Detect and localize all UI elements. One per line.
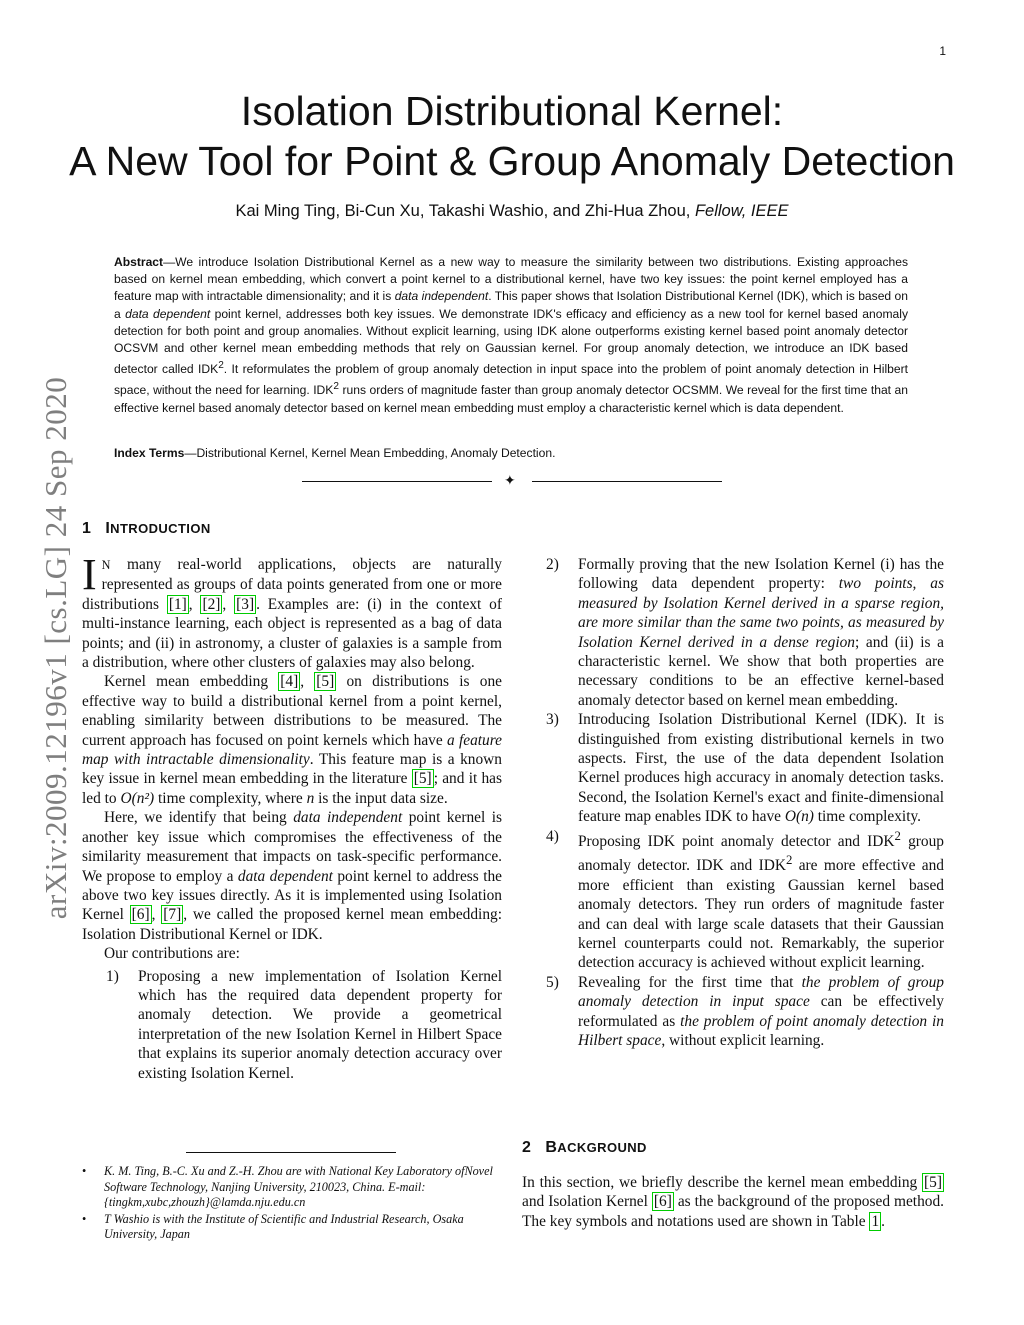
author-names: Kai Ming Ting, Bi-Cun Xu, Takashi Washio, and Zhi-Hua Zhou, xyxy=(235,202,691,220)
math-expression: O(n²) xyxy=(120,789,155,807)
citation-link[interactable]: [6] xyxy=(131,906,150,924)
citation-link[interactable]: [5] xyxy=(413,770,432,788)
citation-link[interactable]: [4] xyxy=(280,673,299,691)
list-marker: 5) xyxy=(546,973,559,991)
footnote-text: K. M. Ting, B.-C. Xu and Z.-H. Zhou are with National Key Laboratory ofNovel Software Technology, Nanjing University, 210023, China. E-mail: {tingkm,xubc,zhouzh}@lamda.nju.edu.cn xyxy=(104,1164,493,1209)
paragraph-text: is the input data size. xyxy=(314,789,448,807)
separator-diamond-icon: ✦ xyxy=(504,474,516,489)
contribution-text: Proposing a new implementation of Isolation Kernel which has the required data dependent property for anomaly detection. We provide a geometrical interpretation of the new Isolation Kernel in Hilbert Space that explains its superior anomaly detection accuracy over existing Isolation Kernel. xyxy=(138,967,502,1082)
superscript: 2 xyxy=(785,853,793,868)
intro-paragraph-3 xyxy=(82,808,502,944)
background-paragraph xyxy=(522,1173,944,1231)
paragraph-text: point kernel is another key issue which compromises the effectiveness of the similarity measurement that impacts on task-specific performance. We propose to employ a xyxy=(82,809,502,885)
author-fellow-suffix: Fellow, IEEE xyxy=(694,202,789,220)
paragraph-text: and Isolation Kernel xyxy=(522,1193,652,1211)
citation-link[interactable]: [6] xyxy=(653,1193,672,1211)
section-heading-introduction xyxy=(82,520,211,538)
contribution-text: Formally proving that the new Isolation Kernel (i) has the following data dependent property: xyxy=(578,556,944,593)
footnote-item xyxy=(82,1212,504,1243)
author-list xyxy=(0,202,1024,221)
paragraph-text: , xyxy=(300,673,315,691)
intro-paragraph-1 xyxy=(82,550,503,672)
arxiv-identifier-stamp: arXiv:2009.12196v1 [cs.LG] 24 Sep 2020 xyxy=(38,376,73,920)
paper-title xyxy=(0,86,1024,186)
paragraph-text: . This feature map is a known key issue in kernel mean embedding in the literature xyxy=(82,751,502,788)
section-title-initial: B xyxy=(545,1139,558,1156)
paragraph-text: In this section, we briefly describe the kernel mean embedding xyxy=(522,1174,923,1191)
bullet-icon: • xyxy=(82,1211,87,1226)
abstract-text: runs orders of magnitude faster than group anomaly detector OCSMM. We reveal for the first time that an effective kernel based anomaly detector based on kernel mean embedding must employ a characteristic kernel which is data dependent. xyxy=(114,383,908,415)
citation-link[interactable]: [7] xyxy=(163,906,182,924)
math-expression: O(n) xyxy=(784,808,814,826)
emphasis-text: the problem of group anomaly detection in input space xyxy=(578,973,944,1011)
abstract-emphasis: data dependent xyxy=(125,306,211,321)
footnote-rule xyxy=(186,1152,396,1153)
contribution-text: can be effectively reformulated as xyxy=(578,993,944,1030)
contribution-text: Introducing Isolation Distributional Kernel (IDK). It is distinguished from existing distributional kernels in two aspects. First, the use of the data dependent Isolation Kernel produces high accuracy in anomaly detection tasks. Second, the Isolation Kernel's exact and finite-dimensional feature map enables IDK to have xyxy=(578,711,944,826)
background-text xyxy=(522,1173,944,1231)
small-caps-lead: N xyxy=(101,558,111,572)
contribution-list xyxy=(82,967,502,1083)
section-title-initial: I xyxy=(105,520,111,537)
superscript: 2 xyxy=(333,381,339,393)
list-marker: 3) xyxy=(546,711,559,729)
abstract-emphasis: data independent xyxy=(394,289,489,304)
paragraph-text: ; and it has led to xyxy=(82,770,503,807)
paragraph-text: , xyxy=(222,595,235,613)
contribution-item-1 xyxy=(82,967,502,1083)
paragraph-text: point kernel to address the above two key issues directly. As it is implemented using Isolation Kernel xyxy=(82,867,503,924)
paper-title-line-2: A New Tool for Point & Group Anomaly Detection xyxy=(69,138,955,184)
index-terms-label: Index Terms xyxy=(114,446,185,460)
section-heading-background xyxy=(522,1139,647,1157)
index-terms xyxy=(114,446,908,460)
intro-paragraph-2 xyxy=(82,672,502,808)
citation-link[interactable]: [1] xyxy=(168,595,187,613)
citation-link[interactable]: [5] xyxy=(316,673,335,691)
paragraph-text: . Examples are: (i) in the context of multi-instance learning, each object is represented as a bag of data points; and (ii) in astronomy, a cluster of galaxies is a sample from a distribution, where other clusters of galaxies may also belong. xyxy=(82,595,503,672)
paper-title-line-1: Isolation Distributional Kernel: xyxy=(240,88,784,134)
paragraph-text: time complexity, where xyxy=(154,789,307,807)
footnote-item xyxy=(82,1164,504,1211)
math-expression: n xyxy=(306,789,315,807)
superscript: 2 xyxy=(894,828,901,843)
citation-link[interactable]: [2] xyxy=(202,595,221,613)
separator-line-right xyxy=(532,481,722,482)
bullet-icon: • xyxy=(82,1164,87,1178)
paragraph-text: on distributions is one effective way to build a distributional kernel from a point kernel, enabling similarity between distributions to be measured. The current approach has focused on point kernels which have xyxy=(82,673,502,749)
contribution-text: Revealing for the first time that xyxy=(578,973,802,991)
section-number: 1 xyxy=(82,520,92,537)
index-terms-text: —Distributional Kernel, Kernel Mean Embedding, Anomaly Detection. xyxy=(184,446,556,460)
paragraph-text: Here, we identify that being xyxy=(104,809,294,827)
abstract xyxy=(114,254,908,417)
paragraph-text: , we called the proposed kernel mean embedding: Isolation Distributional Kernel or IDK. xyxy=(82,906,502,943)
contribution-item-5 xyxy=(522,973,944,1051)
contribution-text: group anomaly detector. IDK and IDK xyxy=(578,832,944,875)
footnote-text: T Washio is with the Institute of Scientific and Industrial Research, Osaka University, Japan xyxy=(104,1211,464,1241)
page-number: 1 xyxy=(939,44,946,58)
superscript: 2 xyxy=(218,360,224,372)
footnotes xyxy=(82,1164,504,1244)
drop-cap: I xyxy=(82,550,97,599)
abstract-text: point kernel, addresses both key issues. We demonstrate IDK's efficacy and efficiency as a new tool for kernel based anomaly detection for both point and group anomalies. Without explicit learning, using IDK alone outperforms existing kernel based point anomaly detector OCSVM and other kernel mean embedding methods that rely on Gaussian kernel. For group anomaly detection, we introduce an IDK based detector called IDK xyxy=(114,306,908,377)
right-column xyxy=(522,555,944,1050)
abstract-text: . It reformulates the problem of group anomaly detection in input space into the problem of point anomaly detection in Hilbert space, without the need for learning. IDK xyxy=(114,362,908,398)
contribution-list-continued xyxy=(522,555,944,1050)
contribution-text: time complexity. xyxy=(813,808,922,826)
list-marker: 4) xyxy=(546,827,559,845)
list-marker: 2) xyxy=(546,556,559,573)
section-separator xyxy=(302,472,722,492)
separator-line-left xyxy=(302,481,492,482)
emphasis-text: data independent xyxy=(293,809,403,827)
table-reference-link[interactable]: 1 xyxy=(871,1212,880,1230)
section-title-rest: ACKGROUND xyxy=(557,1140,647,1155)
abstract-label: Abstract xyxy=(114,255,164,269)
contribution-text: Proposing IDK point anomaly detector and IDK xyxy=(578,832,895,850)
contribution-text: ; and (ii) is a characteristic kernel. We show that both properties are necessary conditions to be an effective kernel-based anomaly detector based on kernel mean embedding. xyxy=(578,633,944,709)
contribution-text: , without explicit learning. xyxy=(661,1032,825,1049)
paragraph-text: as the background of the proposed method. The key symbols and notations used are shown in Table xyxy=(522,1193,944,1230)
abstract-text: . This paper shows that Isolation Distributional Kernel (IDK), which is based on a xyxy=(114,289,909,321)
section-title-rest: NTRODUCTION xyxy=(110,521,211,536)
paragraph-text: , xyxy=(151,906,162,924)
emphasis-text: a feature map with intractable dimensionality xyxy=(82,731,502,769)
paragraph-text: , xyxy=(188,595,201,613)
list-marker: 1) xyxy=(106,967,119,985)
section-number: 2 xyxy=(522,1139,532,1156)
contributions-intro: Our contributions are: xyxy=(104,945,240,963)
contribution-item-3 xyxy=(522,710,944,826)
abstract-text: —We introduce Isolation Distributional Kernel as a new way to measure the similarity between two distributions. Existing approaches based on kernel mean embedding, which convert a point kernel to a distributional kernel, have two key issues: the point kernel employed has a feature map with intractable dimensionality; and it is xyxy=(114,255,908,304)
citation-link[interactable]: [3] xyxy=(236,595,255,613)
citation-link[interactable]: [5] xyxy=(924,1174,942,1191)
paragraph-text: . xyxy=(881,1212,885,1230)
contribution-item-2 xyxy=(522,555,944,710)
emphasis-text: the problem of point anomaly detection in Hilbert space xyxy=(578,1012,944,1049)
emphasis-text: two points, as measured by Isolation Kernel derived in a sparse region, are more similar than the same two points, as measured by Isolation Kernel derived in a dense region xyxy=(578,575,944,651)
emphasis-text: data dependent xyxy=(237,867,333,885)
paragraph-text: Kernel mean embedding xyxy=(104,673,279,691)
contribution-item-4 xyxy=(522,827,944,973)
left-column xyxy=(82,550,503,1083)
paragraph-text: many real-world applications, objects are naturally represented as groups of data points generated from one or more distributions xyxy=(82,556,502,613)
contribution-text: are more effective and more efficient than existing Gaussian kernel based anomaly detectors. They run orders of magnitude faster and can deal with large scale datasets that their Gaussian kernel counterparts could not. Remarkably, the superior detection accuracy is achieved without explicit learning. xyxy=(578,857,944,972)
